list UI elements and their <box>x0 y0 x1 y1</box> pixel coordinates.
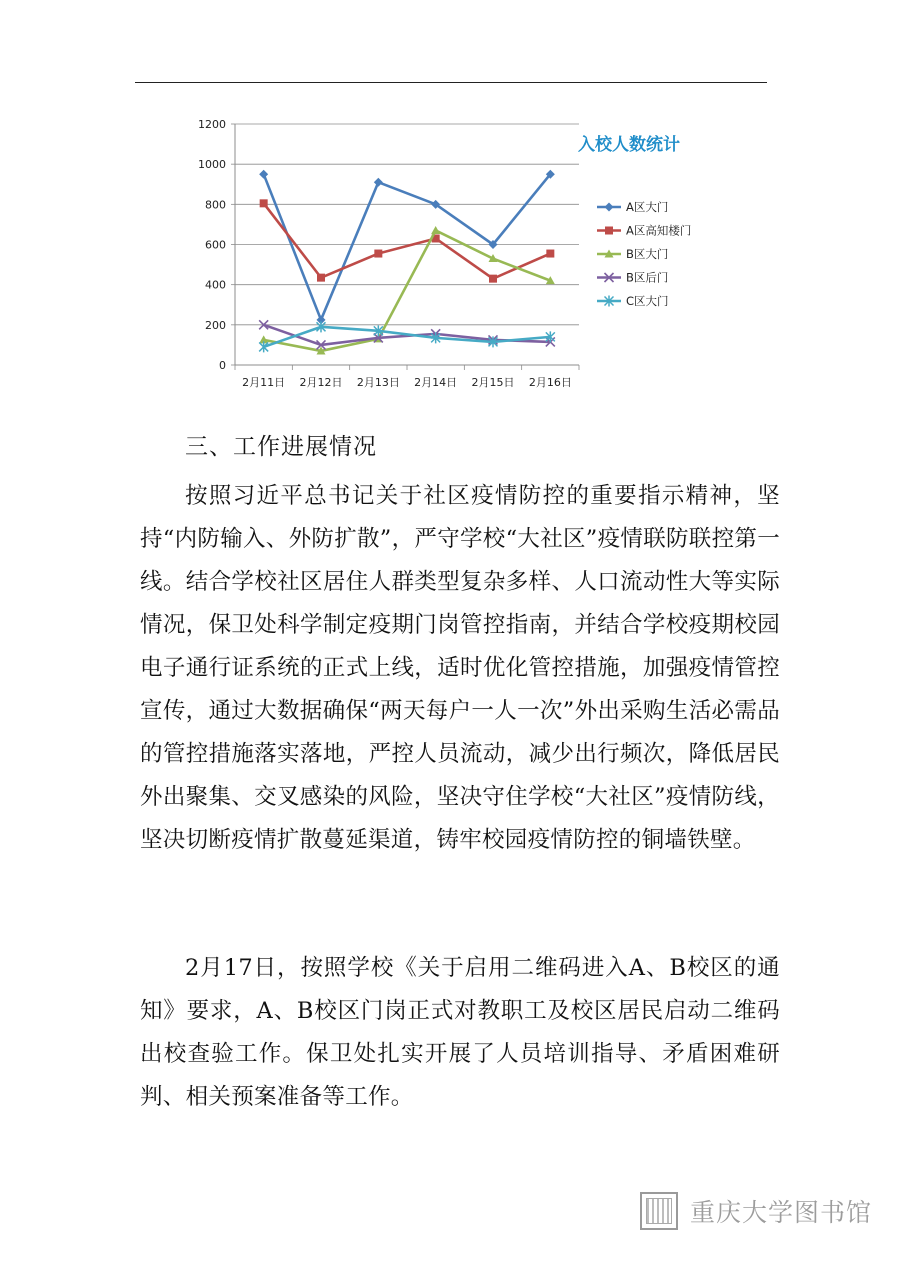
chart-legend <box>597 200 691 308</box>
library-watermark <box>640 1192 872 1230</box>
data-point <box>431 226 440 234</box>
section-heading: 三、工作进展情况 <box>185 434 377 460</box>
library-seal-icon <box>640 1192 678 1230</box>
x-tick-label: 2月11日 <box>242 376 286 389</box>
library-name: 重庆大学图书馆 <box>690 1198 873 1227</box>
data-point <box>317 274 325 282</box>
x-tick-label: 2月16日 <box>528 376 572 389</box>
legend-marker <box>605 203 614 212</box>
data-point <box>374 250 382 258</box>
legend-entry <box>597 294 669 308</box>
legend-label: A区高知楼门 <box>626 223 692 238</box>
legend-entry <box>597 200 668 214</box>
y-tick-label: 200 <box>205 318 226 332</box>
chart-y-ticks <box>198 118 235 372</box>
legend-marker <box>605 227 613 235</box>
data-point <box>546 250 554 258</box>
y-tick-label: 0 <box>219 359 226 372</box>
legend-label: B区大门 <box>626 247 669 261</box>
y-tick-label: 1000 <box>198 158 226 172</box>
entry-count-line-chart <box>190 112 720 397</box>
chart-gridlines <box>235 124 579 325</box>
series-2 <box>260 199 555 282</box>
legend-entry <box>597 247 668 261</box>
data-point <box>260 199 268 207</box>
x-tick-label: 2月13日 <box>356 376 400 389</box>
chart-title: 入校人数统计 <box>578 135 680 155</box>
y-tick-label: 1200 <box>198 118 226 131</box>
legend-label: A区大门 <box>626 200 669 214</box>
y-tick-label: 600 <box>205 238 226 252</box>
header-rule <box>135 82 767 83</box>
chart-x-ticks <box>235 365 579 389</box>
x-tick-label: 2月15日 <box>471 376 515 389</box>
series-line <box>264 203 551 278</box>
x-tick-label: 2月12日 <box>299 376 343 389</box>
legend-label: B区后门 <box>626 270 669 285</box>
body-paragraph-1: 按照习近平总书记关于社区疫情防控的重要指示精神，坚持“内防输入、外防扩散”，严守学校“大社区”疫情联防联控第一线。结合学校社区居住人群类型复杂多样、人口流动性大等实际情况，保卫处科学制定疫期门岗管控指南，并结合学校疫期校园电子通行证系统的正式上线，适时优化管控措施，加强疫情管控宣传，通过大数据确保“两天每户一人一次”外出采购生活必需品的管控措施落实落地，严控人员流动，减少出行频次，降低居民外出聚集、交叉感染的风险，坚决守住学校“大社区”疫情防线，坚决切断疫情扩散蔓延渠道，铸牢校园疫情防控的铜墙铁壁。 <box>140 483 781 853</box>
x-tick-label: 2月14日 <box>414 376 458 389</box>
y-tick-label: 400 <box>205 278 226 292</box>
chart-series <box>259 170 555 355</box>
y-tick-label: 800 <box>205 198 226 212</box>
data-point <box>374 178 383 187</box>
body-paragraph-2: 2月17日，按照学校《关于启用二维码进入A、B校区的通知》要求，A、B校区门岗正式对教职工及校区居民启动二维码出校查验工作。保卫处扎实开展了人员培训指导、矛盾困难研判、相关预案准备等工作。 <box>140 955 780 1110</box>
legend-label: C区大门 <box>626 294 669 308</box>
data-point <box>259 170 268 179</box>
data-point <box>489 275 497 283</box>
legend-entry <box>597 224 691 238</box>
legend-entry <box>597 271 668 285</box>
